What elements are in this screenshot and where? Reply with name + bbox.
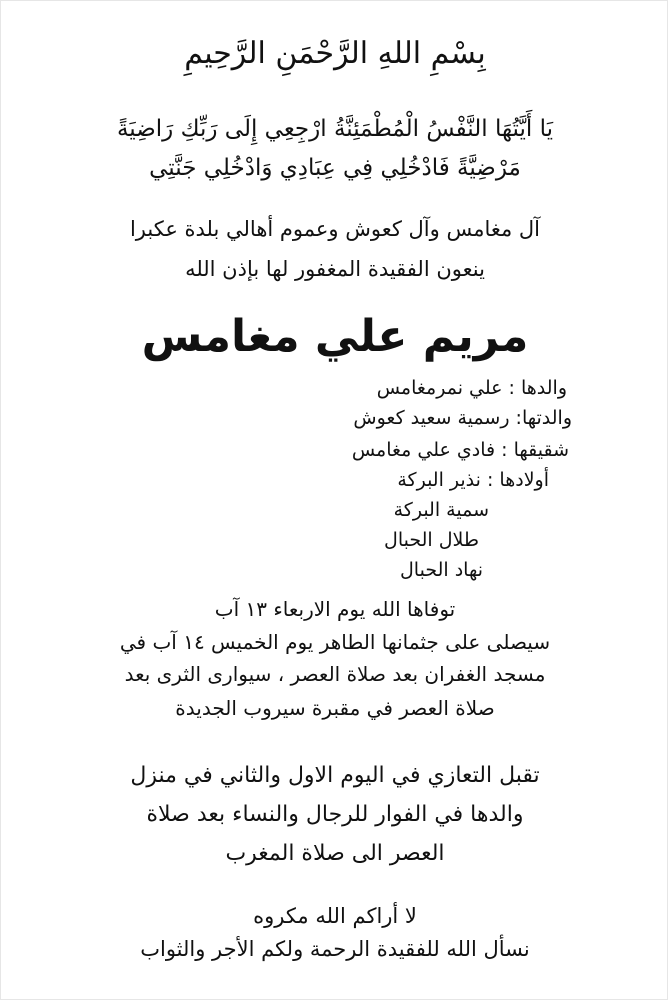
relative-child-3: طلال الحبال: [384, 529, 479, 551]
relative-brother: شقيقها : فادي علي مغامس: [351, 439, 569, 461]
relative-child-2: سمية البركة: [393, 499, 489, 521]
mourn-line: ينعون الفقيدة المغفور لها بإذن الله: [185, 257, 485, 281]
relative-father: والدها : علي نمرمغامس: [376, 377, 567, 399]
relative-children-first: أولادها : نذير البركة: [397, 469, 549, 491]
deceased-name: مريم علي مغامس: [141, 311, 529, 362]
quran-verse-line-1: يَا أَيَّتُهَا النَّفْسُ الْمُطْمَئِنَّةُ ارْجِعِي إِلَى رَبِّكِ رَاضِيَةً: [116, 116, 554, 142]
condolences-line-2: والدها في الفوار للرجال والنساء بعد صلاة: [146, 802, 524, 827]
families-line: آل مغامس وآل كعوش وعموم أهالي بلدة عكبرا: [129, 217, 541, 241]
condolences-line-3: العصر الى صلاة المغرب: [225, 841, 445, 866]
funeral-prayer-line-2: مسجد الغفران بعد صلاة العصر ، سيوارى الثرى بعد: [124, 662, 546, 686]
relative-mother: والدتها: رسمية سعيد كعوش: [353, 407, 572, 429]
basmala-calligraphy: بِسْمِ اللهِ الرَّحْمَنِ الرَّحِيمِ: [184, 36, 486, 71]
date-of-death: توفاها الله يوم الاربعاء ١٣ آب: [214, 597, 456, 621]
funeral-burial-line: صلاة العصر في مقبرة سيروب الجديدة: [175, 696, 495, 720]
closing-line-1: لا أراكم الله مكروه: [253, 904, 417, 928]
relative-child-4: نهاد الحبال: [400, 559, 483, 581]
quran-verse-line-2: مَرْضِيَّةً فَادْخُلِي فِي عِبَادِي وَادْخُلِي جَنَّتِي: [149, 155, 521, 181]
closing-line-2: نسأل الله للفقيدة الرحمة ولكم الأجر والثواب: [140, 937, 530, 961]
condolences-line-1: تقبل التعازي في اليوم الاول والثاني في منزل: [130, 763, 540, 788]
funeral-prayer-line-1: سيصلى على جثمانها الطاهر يوم الخميس ١٤ آب في: [119, 630, 551, 654]
